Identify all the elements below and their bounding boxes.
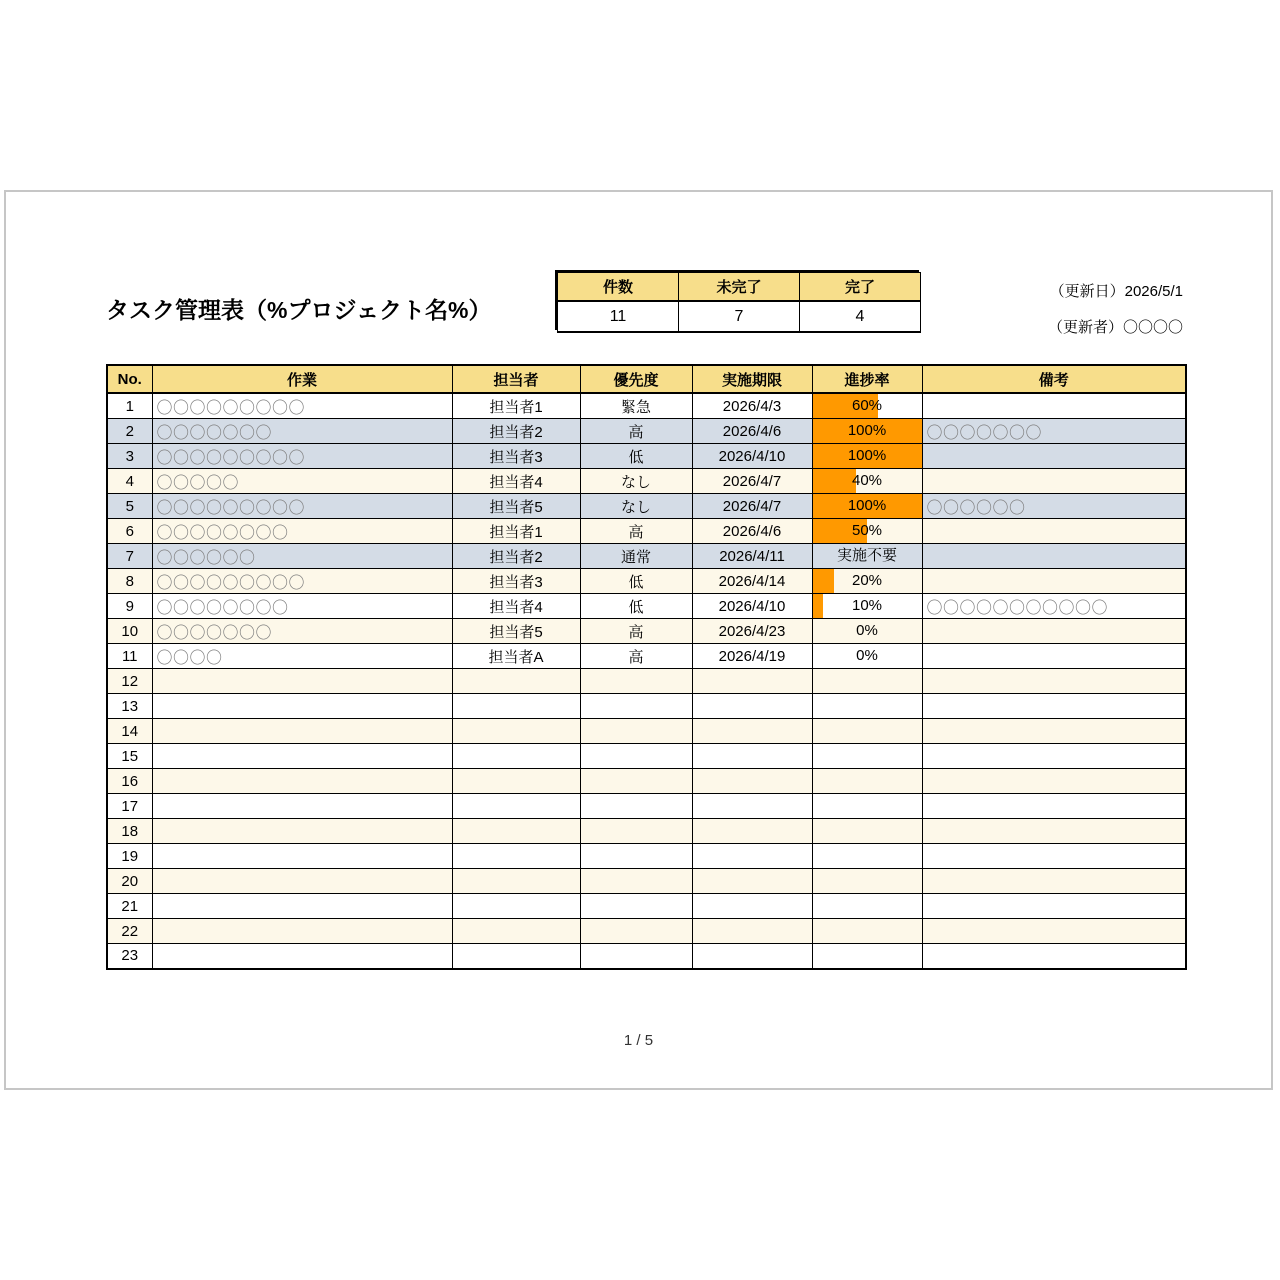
cell-task[interactable] [152,469,452,494]
table-row[interactable] [107,944,1186,969]
cell-no[interactable]: 5 [107,494,152,519]
cell-due[interactable]: 2026/4/6 [692,519,812,544]
cell-due[interactable] [692,744,812,769]
cell-no[interactable]: 23 [107,944,152,969]
summary-header-incomplete: 未完了 [679,273,800,302]
progress-label: 60% [851,397,883,414]
summary-value-incomplete: 7 [679,301,800,332]
table-row[interactable] [107,569,1186,594]
cell-owner[interactable] [452,944,580,969]
task-table-header-row [107,365,1186,393]
summary-value-row [558,301,921,332]
cell-owner[interactable] [452,694,580,719]
summary-value-complete: 4 [800,301,921,332]
cell-due[interactable]: 2026/4/11 [692,544,812,569]
cell-remark-text: 〇〇〇〇〇〇 [926,499,1026,517]
cell-task-text: 〇〇〇〇〇〇〇〇 [156,599,289,617]
cell-progress[interactable] [812,844,922,869]
cell-no[interactable]: 13 [107,694,152,719]
cell-owner[interactable]: 担当者1 [452,519,580,544]
cell-priority[interactable] [580,869,692,894]
cell-owner[interactable] [452,894,580,919]
document-header [6,192,1271,362]
cell-remark[interactable] [922,669,1186,694]
table-row[interactable] [107,444,1186,469]
cell-no[interactable]: 16 [107,769,152,794]
cell-owner[interactable] [452,869,580,894]
cell-remark[interactable] [922,769,1186,794]
cell-due[interactable] [692,919,812,944]
cell-no[interactable]: 9 [107,594,152,619]
cell-no[interactable]: 11 [107,644,152,669]
cell-no[interactable]: 8 [107,569,152,594]
cell-due[interactable] [692,719,812,744]
cell-task-text: 〇〇〇〇〇〇〇 [156,424,273,442]
cell-owner[interactable] [452,669,580,694]
cell-due[interactable]: 2026/4/19 [692,644,812,669]
summary-table [557,272,921,333]
cell-priority[interactable] [580,844,692,869]
progress-label: 20% [851,572,883,589]
table-row[interactable] [107,469,1186,494]
cell-remark[interactable] [922,494,1186,519]
updated-date: （更新日）2026/5/1 [1049,283,1183,300]
cell-remark[interactable] [922,944,1186,969]
cell-priority[interactable]: 高 [580,619,692,644]
cell-due[interactable] [692,894,812,919]
cell-task[interactable] [152,744,452,769]
cell-task[interactable] [152,619,452,644]
cell-priority[interactable]: 通常 [580,544,692,569]
cell-remark[interactable] [922,519,1186,544]
cell-due[interactable] [692,944,812,969]
updated-by: （更新者）〇〇〇〇 [1047,319,1183,336]
cell-owner[interactable]: 担当者2 [452,419,580,444]
cell-priority[interactable] [580,719,692,744]
cell-task[interactable] [152,644,452,669]
cell-progress[interactable] [812,944,922,969]
cell-task[interactable] [152,494,452,519]
cell-due[interactable] [692,669,812,694]
cell-remark[interactable] [922,694,1186,719]
cell-task[interactable] [152,794,452,819]
table-row[interactable] [107,544,1186,569]
cell-remark[interactable] [922,919,1186,944]
cell-owner[interactable] [452,819,580,844]
summary-header-complete: 完了 [800,273,921,302]
cell-progress[interactable] [812,494,922,519]
cell-owner[interactable]: 担当者4 [452,469,580,494]
cell-no[interactable]: 22 [107,919,152,944]
progress-label: 100% [847,447,887,464]
cell-remark[interactable] [922,719,1186,744]
cell-progress[interactable] [812,419,922,444]
cell-task-text: 〇〇〇〇〇〇〇〇〇 [156,449,306,467]
table-row[interactable] [107,393,1186,419]
cell-due[interactable]: 2026/4/7 [692,494,812,519]
progress-label: 10% [851,597,883,614]
cell-no[interactable]: 17 [107,794,152,819]
cell-priority[interactable]: 高 [580,419,692,444]
cell-priority[interactable] [580,769,692,794]
cell-no[interactable]: 21 [107,894,152,919]
table-row[interactable] [107,794,1186,819]
progress-label: 実施不要 [836,547,897,564]
cell-task-text: 〇〇〇〇 [156,649,223,667]
cell-no[interactable]: 15 [107,744,152,769]
cell-remark[interactable] [922,644,1186,669]
cell-due[interactable]: 2026/4/10 [692,594,812,619]
cell-due[interactable]: 2026/4/23 [692,619,812,644]
column-header-due: 実施期限 [692,365,812,393]
cell-no[interactable]: 10 [107,619,152,644]
cell-remark[interactable] [922,869,1186,894]
cell-progress[interactable] [812,769,922,794]
task-table-body [107,393,1186,969]
cell-task[interactable] [152,594,452,619]
cell-progress[interactable] [812,919,922,944]
cell-priority[interactable] [580,794,692,819]
table-row[interactable] [107,894,1186,919]
cell-no[interactable]: 20 [107,869,152,894]
cell-remark[interactable] [922,894,1186,919]
cell-remark[interactable] [922,794,1186,819]
cell-no[interactable]: 18 [107,819,152,844]
cell-due[interactable]: 2026/4/7 [692,469,812,494]
cell-due[interactable]: 2026/4/6 [692,419,812,444]
cell-owner[interactable]: 担当者3 [452,569,580,594]
table-row[interactable] [107,644,1186,669]
cell-progress[interactable] [812,869,922,894]
task-table [106,364,1187,970]
cell-task[interactable] [152,894,452,919]
cell-priority[interactable]: 緊急 [580,393,692,419]
cell-owner[interactable] [452,919,580,944]
cell-owner[interactable] [452,744,580,769]
cell-progress[interactable] [812,393,922,419]
cell-due[interactable] [692,819,812,844]
cell-progress[interactable] [812,544,922,569]
cell-no[interactable]: 3 [107,444,152,469]
column-header-task: 作業 [152,365,452,393]
table-row[interactable] [107,519,1186,544]
cell-due[interactable] [692,694,812,719]
cell-owner[interactable]: 担当者4 [452,594,580,619]
cell-progress[interactable] [812,719,922,744]
cell-progress[interactable] [812,644,922,669]
cell-priority[interactable] [580,694,692,719]
cell-remark-text: 〇〇〇〇〇〇〇 [926,424,1043,442]
cell-owner[interactable]: 担当者3 [452,444,580,469]
cell-task[interactable] [152,819,452,844]
cell-priority[interactable]: 低 [580,444,692,469]
cell-no[interactable]: 6 [107,519,152,544]
cell-owner[interactable]: 担当者2 [452,544,580,569]
document-meta [1048,274,1183,346]
cell-remark[interactable] [922,469,1186,494]
cell-owner[interactable] [452,719,580,744]
cell-task[interactable] [152,569,452,594]
table-row[interactable] [107,919,1186,944]
cell-task[interactable] [152,393,452,419]
cell-task-text: 〇〇〇〇〇〇〇 [156,624,273,642]
table-row[interactable] [107,844,1186,869]
cell-task-text: 〇〇〇〇〇〇〇〇〇 [156,499,306,517]
cell-remark[interactable] [922,594,1186,619]
cell-no[interactable]: 4 [107,469,152,494]
cell-due[interactable] [692,844,812,869]
table-row[interactable] [107,669,1186,694]
cell-owner[interactable]: 担当者1 [452,393,580,419]
document-page-sheet [4,190,1273,1090]
cell-task[interactable] [152,519,452,544]
task-table-head [107,365,1186,393]
cell-remark[interactable] [922,744,1186,769]
summary-header-count: 件数 [558,273,679,302]
cell-progress[interactable] [812,744,922,769]
cell-remark-text: 〇〇〇〇〇〇〇〇〇〇〇 [926,599,1109,617]
cell-priority[interactable] [580,744,692,769]
cell-task[interactable] [152,944,452,969]
progress-label: 40% [851,472,883,489]
cell-task[interactable] [152,694,452,719]
cell-priority[interactable] [580,944,692,969]
cell-remark[interactable] [922,544,1186,569]
cell-priority[interactable]: なし [580,469,692,494]
column-header-progress: 進捗率 [812,365,922,393]
cell-progress[interactable] [812,569,922,594]
progress-label: 100% [847,497,887,514]
cell-progress[interactable] [812,444,922,469]
table-row[interactable] [107,419,1186,444]
table-row[interactable] [107,719,1186,744]
cell-remark[interactable] [922,619,1186,644]
cell-remark[interactable] [922,393,1186,419]
cell-progress[interactable] [812,619,922,644]
cell-remark[interactable] [922,419,1186,444]
cell-due[interactable] [692,794,812,819]
table-row[interactable] [107,869,1186,894]
cell-task-text: 〇〇〇〇〇 [156,474,240,492]
cell-task[interactable] [152,869,452,894]
cell-remark[interactable] [922,844,1186,869]
cell-task[interactable] [152,769,452,794]
progress-label: 0% [856,622,878,639]
progress-label: 100% [847,422,887,439]
progress-label: 0% [856,647,878,664]
cell-progress[interactable] [812,894,922,919]
summary-header-row [558,273,921,302]
cell-remark[interactable] [922,569,1186,594]
column-header-no: No. [107,365,152,393]
cell-no[interactable]: 12 [107,669,152,694]
column-header-priority: 優先度 [580,365,692,393]
page-title: タスク管理表（%プロジェクト名%） [106,297,492,323]
cell-owner[interactable] [452,794,580,819]
cell-task-text: 〇〇〇〇〇〇〇〇〇 [156,399,306,417]
cell-priority[interactable]: 高 [580,644,692,669]
cell-task[interactable] [152,544,452,569]
cell-due[interactable] [692,769,812,794]
cell-priority[interactable]: なし [580,494,692,519]
cell-progress[interactable] [812,669,922,694]
cell-due[interactable] [692,869,812,894]
cell-remark[interactable] [922,819,1186,844]
cell-priority[interactable]: 高 [580,519,692,544]
cell-due[interactable]: 2026/4/14 [692,569,812,594]
table-row[interactable] [107,594,1186,619]
cell-remark[interactable] [922,444,1186,469]
cell-progress[interactable] [812,819,922,844]
cell-progress[interactable] [812,594,922,619]
cell-task-text: 〇〇〇〇〇〇〇〇 [156,524,289,542]
summary-value-count: 11 [558,301,679,332]
cell-owner[interactable] [452,844,580,869]
cell-owner[interactable]: 担当者5 [452,494,580,519]
cell-task-text: 〇〇〇〇〇〇 [156,549,256,567]
cell-priority[interactable] [580,819,692,844]
cell-progress[interactable] [812,794,922,819]
cell-priority[interactable]: 低 [580,594,692,619]
cell-progress[interactable] [812,519,922,544]
cell-owner[interactable]: 担当者A [452,644,580,669]
table-row[interactable] [107,769,1186,794]
table-row[interactable] [107,694,1186,719]
cell-task[interactable] [152,719,452,744]
column-header-owner: 担当者 [452,365,580,393]
cell-priority[interactable] [580,669,692,694]
column-header-remark: 備考 [922,365,1186,393]
cell-priority[interactable] [580,919,692,944]
page-footer: 1 / 5 [623,1032,654,1049]
table-row[interactable] [107,744,1186,769]
cell-no[interactable]: 7 [107,544,152,569]
cell-due[interactable]: 2026/4/3 [692,393,812,419]
cell-owner[interactable]: 担当者5 [452,619,580,644]
table-row[interactable] [107,819,1186,844]
cell-no[interactable]: 19 [107,844,152,869]
cell-priority[interactable]: 低 [580,569,692,594]
cell-task[interactable] [152,444,452,469]
cell-task-text: 〇〇〇〇〇〇〇〇〇 [156,574,306,592]
table-row[interactable] [107,619,1186,644]
cell-progress[interactable] [812,469,922,494]
table-row[interactable] [107,494,1186,519]
cell-no[interactable]: 1 [107,393,152,419]
cell-no[interactable]: 2 [107,419,152,444]
cell-owner[interactable] [452,769,580,794]
cell-task[interactable] [152,919,452,944]
cell-task[interactable] [152,419,452,444]
cell-no[interactable]: 14 [107,719,152,744]
cell-priority[interactable] [580,894,692,919]
cell-task[interactable] [152,669,452,694]
cell-progress[interactable] [812,694,922,719]
cell-task[interactable] [152,844,452,869]
progress-label: 50% [851,522,883,539]
cell-due[interactable]: 2026/4/10 [692,444,812,469]
